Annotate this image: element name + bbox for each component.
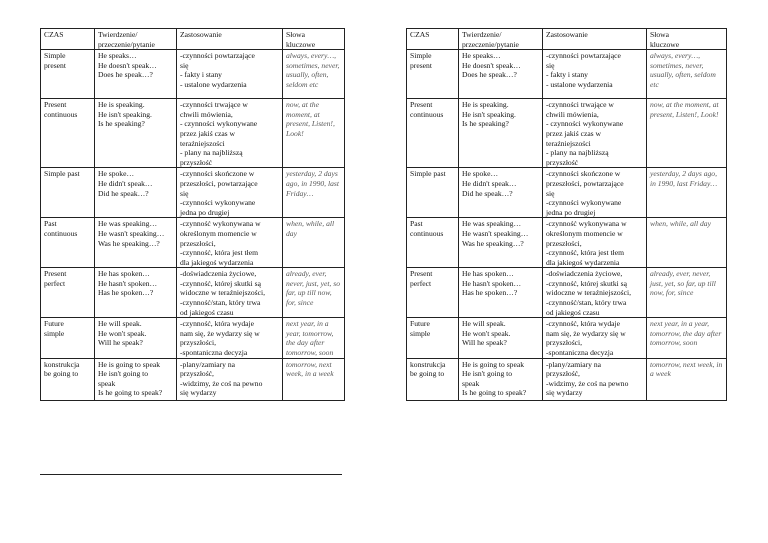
tense-name: Present continuous: [41, 99, 95, 168]
tense-forms: He speaks… He doesn't speak… Does he speak…?: [459, 50, 543, 99]
tense-name: Simple past: [407, 168, 459, 218]
tense-name: Present perfect: [407, 268, 459, 318]
table-row: [407, 99, 727, 168]
table-header-row: [407, 29, 727, 50]
tense-keywords: already, ever, never, just, yet, so far, up till now, for, since: [283, 268, 345, 318]
tense-uses: -czynności powtarzające się - fakty i stany - ustalone wydarzenia: [543, 50, 647, 99]
header-czas: CZAS: [41, 29, 95, 50]
tense-keywords: when, while, all day: [647, 218, 727, 268]
tense-uses: -czynności skończone w przeszłości, powtarzające się -czynności wykonywane jedna po drugiej: [543, 168, 647, 218]
tense-name: konstrukcja be going to: [41, 358, 95, 400]
tense-uses: -doświadczenia życiowe, -czynność, której skutki są widoczne w teraźniejszości, -czynność/stan, który trwa od jakiegoś czasu: [543, 268, 647, 318]
tense-forms: He will speak. He won't speak. Will he speak?: [459, 318, 543, 358]
tense-keywords: always, every…, sometimes, never, usually, often, seldom etc: [283, 50, 345, 99]
tense-forms: He is going to speak He isn't going to speak Is he going to speak?: [95, 358, 177, 400]
tense-uses: -czynność wykonywana w określonym momencie w przeszłości, -czynność, która jest tłem dla jakiegoś wydarzenia: [177, 218, 283, 268]
header-keywords: Słowa kluczowe: [283, 29, 345, 50]
tense-name: Present perfect: [41, 268, 95, 318]
header-form: Twierdzenie/ przeczenie/pytanie: [459, 29, 543, 50]
tense-name: Future simple: [407, 318, 459, 358]
tense-forms: He speaks… He doesn't speak… Does he speak…?: [95, 50, 177, 99]
table-row: [41, 318, 345, 358]
tense-keywords: next year, in a year, tomorrow, the day after tomorrow, soon: [647, 318, 727, 358]
tense-uses: -doświadczenia życiowe, -czynność, której skutki są widoczne w teraźniejszości, -czynność/stan, który trwa od jakiegoś czasu: [177, 268, 283, 318]
tense-keywords: now, at the moment, at present, Listen!, Look!: [647, 99, 727, 168]
tense-name: Simple past: [41, 168, 95, 218]
table-row: [41, 99, 345, 168]
tense-forms: He is going to speak He isn't going to speak Is he going to speak?: [459, 358, 543, 400]
table-row: [407, 168, 727, 218]
table-row: [407, 268, 727, 318]
tense-uses: -plany/zamiary na przyszłość, -widzimy, że coś na pewno się wydarzy: [543, 358, 647, 400]
tense-keywords: now, at the moment, at present, Listen!, Look!: [283, 99, 345, 168]
table-row: [41, 358, 345, 400]
tense-name: Past continuous: [407, 218, 459, 268]
table-row: [41, 268, 345, 318]
tense-keywords: yesterday, 2 days ago, in 1990, last Friday…: [647, 168, 727, 218]
tense-uses: -czynności trwające w chwili mówienia, - czynności wykonywane przez jakiś czas w teraźniejszości - plany na najbliższą przyszłość: [543, 99, 647, 168]
table-row: [41, 50, 345, 99]
table-row: [407, 358, 727, 400]
tense-table-right: [406, 28, 727, 401]
tense-forms: He has spoken… He hasn't spoken… Has he spoken…?: [95, 268, 177, 318]
tense-forms: He is speaking. He isn't speaking. Is he speaking?: [95, 99, 177, 168]
tense-name: Present continuous: [407, 99, 459, 168]
tense-keywords: tomorrow, next week, in a week: [283, 358, 345, 400]
tense-uses: -czynność wykonywana w określonym momencie w przeszłości, -czynność, która jest tłem dla jakiegoś wydarzenia: [543, 218, 647, 268]
table-row: [407, 318, 727, 358]
tense-uses: -czynności skończone w przeszłości, powtarzające się -czynności wykonywane jedna po drugiej: [177, 168, 283, 218]
header-use: Zastosowanie: [543, 29, 647, 50]
tense-forms: He is speaking. He isn't speaking. Is he speaking?: [459, 99, 543, 168]
tense-name: Past continuous: [41, 218, 95, 268]
tense-forms: He spoke… He didn't speak… Did he speak…?: [95, 168, 177, 218]
tense-keywords: already, ever, never, just, yet, so far, up till now, for, since: [647, 268, 727, 318]
tense-keywords: next year, in a year, tomorrow, the day after tomorrow, soon: [283, 318, 345, 358]
tense-table-left: [40, 28, 345, 401]
tense-uses: -czynność, która wydaje nam się, że wydarzy się w przyszłości, -spontaniczna decyzja: [177, 318, 283, 358]
header-keywords: Słowa kluczowe: [647, 29, 727, 50]
table-row: [41, 218, 345, 268]
tense-keywords: tomorrow, next week, in a week: [647, 358, 727, 400]
tense-forms: He was speaking… He wasn't speaking… Was he speaking…?: [459, 218, 543, 268]
tense-uses: -czynności trwające w chwili mówienia, - czynności wykonywane przez jakiś czas w teraźniejszości - plany na najbliższą przyszłość: [177, 99, 283, 168]
tense-name: Future simple: [41, 318, 95, 358]
header-use: Zastosowanie: [177, 29, 283, 50]
tense-uses: -czynność, która wydaje nam się, że wydarzy się w przyszłości, -spontaniczna decyzja: [543, 318, 647, 358]
table-row: [41, 168, 345, 218]
tense-forms: He will speak. He won't speak. Will he speak?: [95, 318, 177, 358]
tense-name: konstrukcja be going to: [407, 358, 459, 400]
tense-name: Simple present: [407, 50, 459, 99]
footer-divider: [40, 474, 342, 475]
header-form: Twierdzenie/ przeczenie/pytanie: [95, 29, 177, 50]
tense-keywords: when, while, all day: [283, 218, 345, 268]
tense-name: Simple present: [41, 50, 95, 99]
table-header-row: [41, 29, 345, 50]
tense-forms: He was speaking… He wasn't speaking… Was he speaking…?: [95, 218, 177, 268]
tense-forms: He spoke… He didn't speak… Did he speak…?: [459, 168, 543, 218]
tense-uses: -plany/zamiary na przyszłość, -widzimy, że coś na pewno się wydarzy: [177, 358, 283, 400]
tense-keywords: always, every…, sometimes, never, usually, often, seldom etc: [647, 50, 727, 99]
tense-uses: -czynności powtarzające się - fakty i stany - ustalone wydarzenia: [177, 50, 283, 99]
table-row: [407, 218, 727, 268]
header-czas: CZAS: [407, 29, 459, 50]
table-row: [407, 50, 727, 99]
tense-forms: He has spoken… He hasn't spoken… Has he spoken…?: [459, 268, 543, 318]
tense-keywords: yesterday, 2 days ago, in 1990, last Friday…: [283, 168, 345, 218]
